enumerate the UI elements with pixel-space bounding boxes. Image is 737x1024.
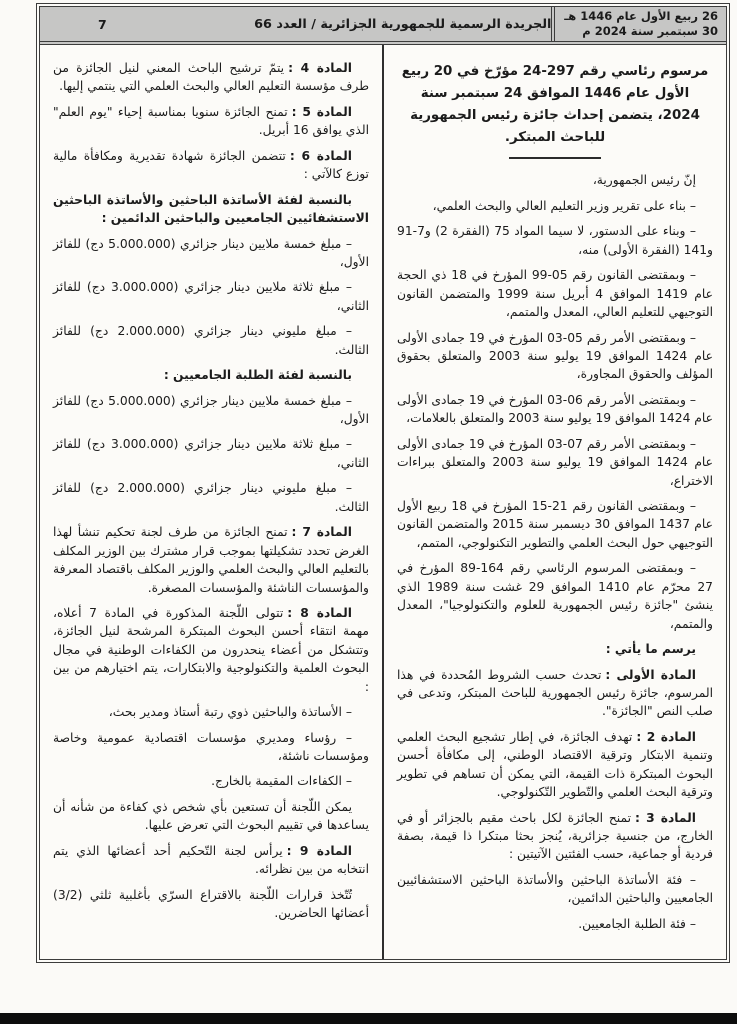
article-4: [53, 59, 369, 96]
article-6-lead: المادة 6 :: [289, 148, 353, 163]
page-number: 7: [98, 16, 107, 32]
jury-member-item: – رؤساء ومديري مؤسسات اقتصادية عمومية وخاصة ومؤسسات ناشئة،: [53, 730, 369, 763]
award-item: – مبلغ خمسة ملايين دينار جزائري (5.000.000 دج) للفائز الأول،: [53, 393, 369, 426]
visa-item: – وبمقتضى القانون رقم 05-99 المؤرخ في 18 ذي الحجة عام 1419 الموافق 4 أبريل سنة 1999 والمتضمن القانون التوجيهي للتعليم العالي، المعدل والمتمم،: [397, 268, 713, 320]
page-header: [40, 7, 726, 45]
title-separator-rule: [509, 157, 601, 159]
article-5-text: تمنح الجائزة سنويا بمناسبة إحياء "يوم العلم" الذي يوافق 16 أبريل.: [53, 104, 369, 138]
column-right: [382, 45, 726, 959]
article-5: [53, 103, 369, 140]
enacting-formula: يرسم ما يأتي :: [605, 642, 696, 657]
visa-item: – وبمقتضى الأمر رقم 05-03 المؤرخ في 19 جمادى الأولى عام 1424 الموافق 19 يوليو سنة 2003 والمتعلق بحقوق المؤلف والحقوق المجاورة،: [397, 330, 713, 382]
visa-item: – وبناء على الدستور، لا سيما المواد 75 (الفقرة 2) و7-91 و141 (الفقرة الأولى) منه،: [397, 224, 713, 257]
award-item: – مبلغ خمسة ملايين دينار جزائري (5.000.000 دج) للفائز الأول،: [53, 236, 369, 269]
decree-preamble: إنّ رئيس الجمهورية،: [592, 173, 696, 188]
article-7: [53, 523, 369, 597]
article-2-lead: المادة 2 :: [636, 729, 697, 744]
article-4-lead: المادة 4 :: [288, 61, 352, 75]
article-3-lead: المادة 3 :: [635, 810, 697, 825]
category-item: – فئة الطلبة الجامعيين.: [578, 916, 696, 931]
article-3-text: تمنح الجائزة لكل باحث مقيم بالجزائر أو في الخارج، من جنسية جزائرية، يُنجز بحثا مبتكرا ذا قيمة، بصفة فردية أو جماعية، حسب الفئتين الآتيتين :: [397, 810, 713, 862]
date-hijri: 26 ربيع الأول عام 1446 هـ: [564, 9, 718, 23]
award-item: – مبلغ ثلاثة ملايين دينار جزائري (3.000.000 دج) للفائز الثاني،: [53, 280, 369, 313]
article-1-text: تحدث حسب الشروط المُحددة في هذا المرسوم، جائزة رئيس الجمهورية للباحث المبتكر، وتدعى في صلب النص "الجائزة".: [397, 667, 713, 719]
header-dates: [551, 7, 726, 41]
category-a-heading: بالنسبة لفئة الأساتذة الباحثين والأساتذة الباحثين الاستشفائيين الجامعيين والباحثين الدائمين :: [53, 192, 369, 226]
article-4-text: يتمّ ترشيح الباحث المعني لنيل الجائزة من طرف مؤسسة التعليم العالي والبحث العلمي التي ينتمي إليها.: [53, 61, 369, 94]
article-8: [53, 604, 369, 696]
article-9-lead: المادة 9 :: [286, 843, 353, 858]
award-item: – مبلغ مليوني دينار جزائري (2.000.000 دج) للفائز الثالث.: [53, 481, 369, 514]
visa-item: – وبمقتضى القانون رقم 21-15 المؤرخ في 18 ربيع الأول عام 1437 الموافق 30 ديسمبر سنة 2015 والمتضمن القانون التوجيهي حول البحث العلمي والتطوير التكنولوجي، المتمم،: [397, 499, 713, 550]
article-7-text: تمنح الجائزة من طرف لجنة تحكيم تنشأ لهذا الغرض تحدد تشكيلتها بموجب قرار مشترك بين الوزير المكلف بالتعليم العالي والبحث العلمي والوزير المكلف باقتصاد المعرفة والمؤسسات الناشئة والمؤسسات المصغرة.: [53, 525, 369, 595]
visa-item: – وبمقتضى المرسوم الرئاسي رقم 164-89 المؤرخ في 27 محرّم عام 1410 الموافق 29 غشت سنة 1989 الذي ينشئ "جائزة رئيس الجمهورية للعلوم والتكنولوجيا"، المعدل والمتمم،: [397, 561, 713, 631]
article-5-lead: المادة 5 :: [291, 104, 352, 119]
gazette-title: الجريدة الرسمية للجمهورية الجزائرية / العدد 66: [254, 16, 552, 32]
jury-member-item: – الأساتذة والباحثين ذوي رتبة أستاذ ومدير بحث،: [108, 705, 352, 720]
article-1: [397, 666, 713, 721]
jury-note: يمكن اللّجنة أن تستعين بأي شخص ذي كفاءة من شأنه أن يساعدها في تقييم البحوث التي تعرض عليها.: [53, 799, 369, 833]
article-9-text: يرأس لجنة التّحكيم أحد أعضائها الذي يتم انتخابه من بين نظرائه.: [53, 843, 369, 877]
category-b-heading: بالنسبة لفئة الطلبة الجامعيين :: [163, 368, 352, 383]
page-frame: [36, 3, 730, 963]
category-item: – فئة الأساتذة الباحثين والأساتذة الباحثين الاستشفائيين الجامعيين والباحثين الدائمين،: [397, 872, 713, 906]
decree-title: مرسوم رئاسي رقم 297-24 مؤرّخ في 20 ربيع الأول عام 1446 الموافق 24 سبتمبر سنة 2024، يتضمن إحداث جائزة رئيس الجمهورية للباحث المبتكر.: [401, 64, 709, 146]
article-6-text: تتضمن الجائزة شهادة تقديرية ومكافأة مالية توزع كالآتي :: [53, 148, 369, 182]
article-2: [397, 728, 713, 802]
article-1-lead: المادة الأولى :: [605, 667, 696, 682]
column-left: [40, 45, 382, 959]
jury-member-item: – الكفاءات المقيمة بالخارج.: [211, 774, 352, 789]
article-7-lead: المادة 7 :: [291, 525, 352, 540]
article-8-lead: المادة 8 :: [287, 605, 353, 620]
article-8-text: تتولى اللّجنة المذكورة في المادة 7 أعلاه، مهمة انتقاء أحسن البحوث المبتكرة المرشحة لنيل الجائزة، وتتشكل من أعضاء ينحدرون من الكفاءات الوطنية في مجال البحوث العلمية والتكنولوجية والابتكارات، يتم اختيارهم من بين :: [53, 605, 369, 694]
visa-item: – وبمقتضى الأمر رقم 06-03 المؤرخ في 19 جمادى الأولى عام 1424 الموافق 19 يوليو سنة 2003 والمتعلق بالعلامات،: [397, 392, 713, 426]
scan-edge-strip: [0, 1013, 737, 1024]
article-9: [53, 842, 369, 879]
visa-item: – وبمقتضى الأمر رقم 07-03 المؤرخ في 19 جمادى الأولى عام 1424 الموافق 19 يوليو سنة 2003 والمتعلق ببراءات الاختراع،: [397, 436, 714, 488]
visa-item: – بناء على تقرير وزير التعليم العالي والبحث العلمي،: [432, 198, 696, 213]
content-area: [40, 45, 726, 959]
article-3: [397, 809, 713, 864]
article-2-text: تهدف الجائزة، في إطار تشجيع البحث العلمي وتنمية الابتكار وترقية الاقتصاد الوطني، إلى مكافأة أحسن البحوث المبتكرة ذات القيمة، التي يمكن أن تساهم في تطوير وترقية البحث العلمي والتّطوير التّكنولوجي.: [397, 729, 713, 800]
date-gregorian: 30 سبتمبر سنة 2024 م: [582, 23, 718, 38]
article-6: [53, 147, 369, 184]
award-item: – مبلغ ثلاثة ملايين دينار جزائري (3.000.000 دج) للفائز الثاني،: [53, 437, 369, 470]
award-item: – مبلغ مليوني دينار جزائري (2.000.000 دج) للفائز الثالث.: [53, 324, 369, 357]
voting-note: تُتّخذ قرارات اللّجنة بالاقتراع السرّي بأغلبية ثلثي (3/2) أعضائها الحاضرين.: [53, 887, 369, 921]
